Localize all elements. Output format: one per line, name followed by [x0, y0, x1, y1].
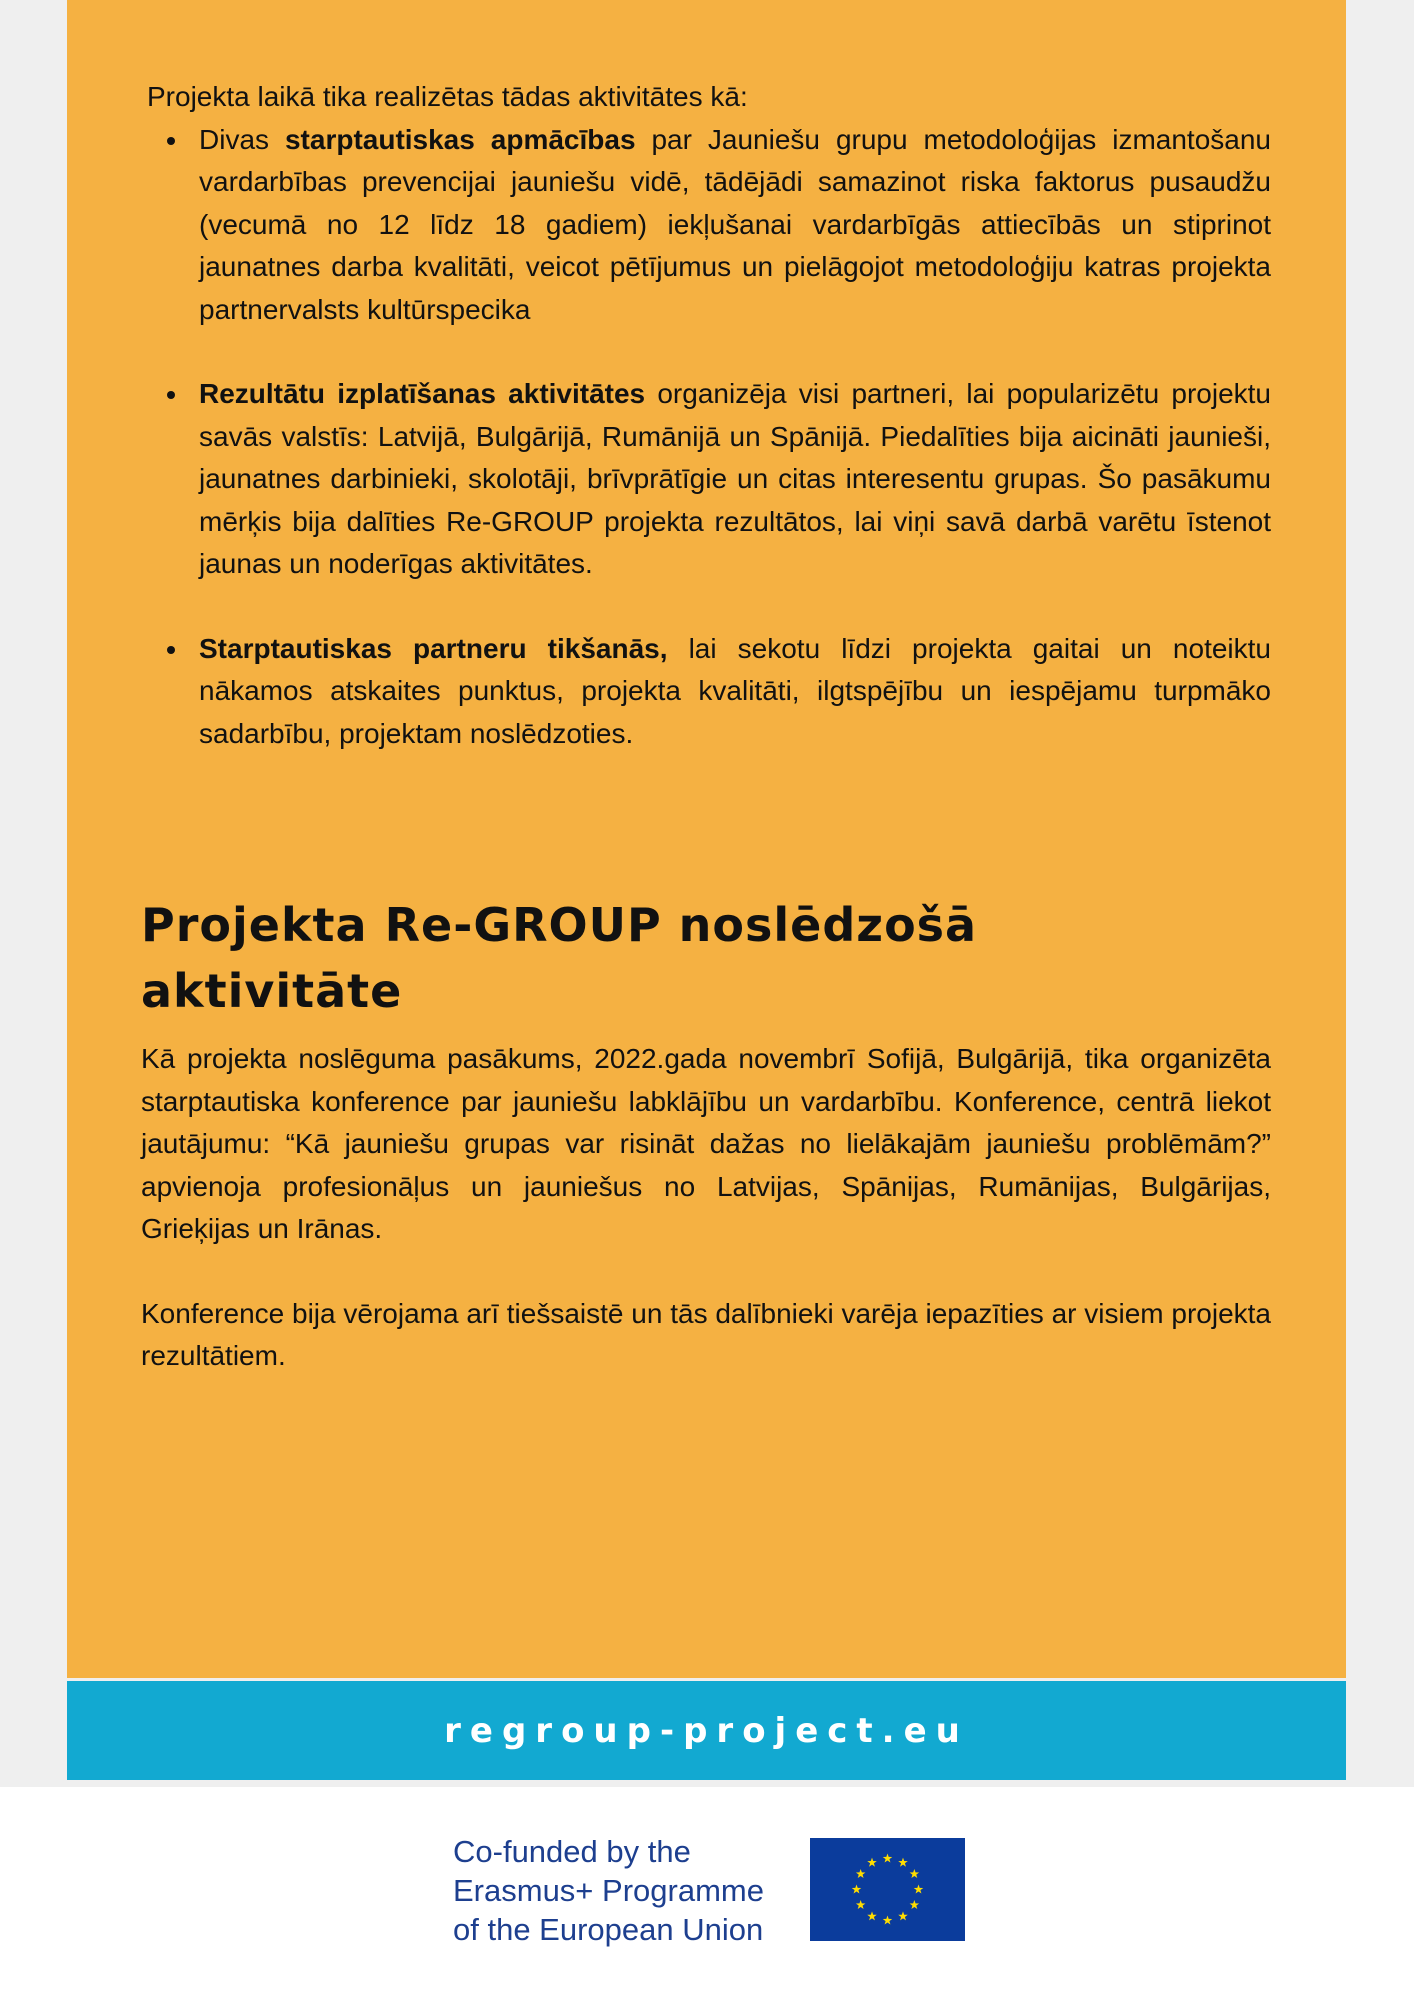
bullet-icon: [167, 391, 175, 399]
list-item: Rezultātu izplatīšanas aktivitātes organizēja visi partneri, lai popularizētu projektu savās valstīs: Latvijā, Bulgārijā, Rumānijā un Spānijā. Piedalīties bija aicināti jaunieši, jaunatnes darbinieki, skolotāji, brīvprātīgie un citas interesentu grupas. Šo pasākumu mērķis bija dalīties Re-GROUP projekta rezultātos, lai viņi savā darbā varētu īstenot jaunas un noderīgas aktivitātes.: [147, 373, 1271, 586]
activities-list: [147, 119, 1271, 756]
bullet-icon: [167, 646, 175, 654]
closing-section: [141, 1038, 1271, 1420]
activities-section: [147, 76, 1271, 797]
bullet-icon: [167, 137, 175, 145]
footer: [0, 1787, 1414, 2000]
closing-paragraph: Kā projekta noslēguma pasākums, 2022.gada novembrī Sofijā, Bulgārijā, tika organizēta starptautiska konference par jauniešu labklājību un vardarbību. Konference, centrā liekot jautājumu: “Kā jauniešu grupas var risināt dažas no lielākajām jauniešu problēmām?” apvienoja profesionāļus un jauniešus no Latvijas, Spānijas, Rumānijas, Bulgārijas, Grieķijas un Irānas.: [141, 1043, 1271, 1244]
bullet-bold: Rezultātu izplatīšanas aktivitātes: [199, 378, 646, 409]
bullet-bold: Starptautiskas partneru tikšanās,: [199, 632, 668, 664]
list-item: Divas starptautiskas apmācības par Jauniešu grupu metodoloģijas izmantošanu vardarbības prevencijai jauniešu vidē, tādējādi samazinot riska faktorus pusaudžu (vecumā no 12 līdz 18 gadiem) iekļušanai vardarbīgās attiecībās un stiprinot jaunatnes darba kvalitāti, veicot pētījumus un pielāgojot metodoloģiju katras projekta partnervalsts kultūrspecika: [147, 119, 1271, 332]
intro-text: Projekta laikā tika realizētas tādas aktivitātes kā:: [147, 81, 748, 112]
eu-funding-text: Co-funded by the Erasmus+ Programme of the European Union: [453, 1834, 764, 1947]
eu-flag-icon: [810, 1838, 965, 1941]
website-link[interactable]: regroup-project.eu: [444, 1710, 969, 1751]
website-band: [67, 1681, 1346, 1780]
bullet-bold: starptautiskas apmācības: [284, 123, 636, 155]
section-heading: Projekta Re-GROUP noslēdzošā aktivitāte: [141, 898, 978, 1018]
closing-paragraph: Konference bija vērojama arī tiešsaistē un tās dalībnieki varēja iepazīties ar visiem projekta rezultātiem.: [141, 1297, 1271, 1371]
list-item: Starptautiskas partneru tikšanās, lai sekotu līdzi projekta gaitai un noteiktu nākamos atskaites punktus, projekta kvalitāti, ilgtspējību un iespējamu turpmāko sadarbību, projektam noslēdzoties.: [147, 628, 1271, 756]
